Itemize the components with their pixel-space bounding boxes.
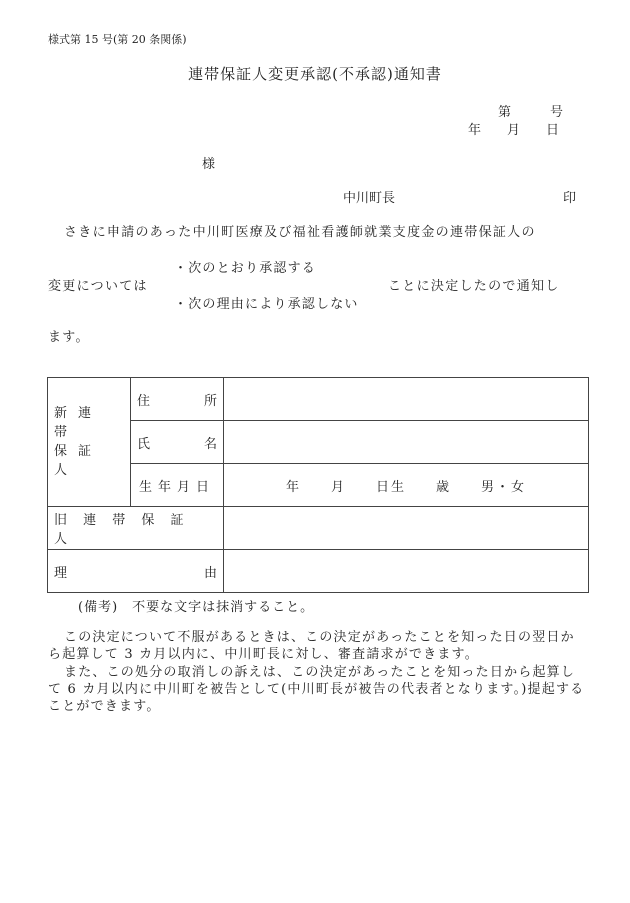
option-approve: ・次のとおり承認する [174,261,317,276]
decision-text: ことに決定したので通知し [388,279,560,294]
table-row-reason [48,550,589,593]
name-field[interactable] [224,421,589,464]
address-field[interactable] [224,378,589,421]
birth-field[interactable] [224,464,589,507]
reason-label [48,550,224,593]
document-date: 年 月 日 [468,123,560,138]
new-guarantor-label-line1: 新連帯 [54,406,103,440]
table-row-old-guarantor [48,507,589,550]
document-title: 連帯保証人変更承認(不承認)通知書 [188,65,442,83]
new-guarantor-label-line2: 保証人 [54,444,103,478]
name-label-char2: 名 [203,436,217,452]
reason-label-char2: 由 [203,565,217,581]
birth-label [131,464,224,507]
lawsuit-paragraph: また、この処分の取消しの訴えは、この決定があったことを知った日から起算して 6 カ月以内に中川町を被告として(中川町長が被告の代表者となります。)提起することができます。 [48,665,585,714]
addressee: 様 [202,157,216,172]
document-number: 第 号 [498,105,564,120]
address-label-char1: 住 [137,393,151,409]
change-text: 変更については [48,279,148,294]
form-number: 様式第 15 号(第 20 条関係) [48,33,187,46]
name-label-char1: 氏 [137,436,151,452]
appeal-paragraph: この決定について不服があるときは、この決定があったことを知った日の翌日から起算して 3 カ月以内に、中川町長に対し、審査請求ができます。 [48,630,575,662]
old-guarantor-label-text: 旧 連 帯 保 証 人 [54,513,190,547]
old-guarantor-label [48,507,224,550]
issuer: 中川町長 [343,191,396,206]
old-guarantor-field[interactable] [224,507,589,550]
body-paragraph: さきに申請のあった中川町医療及び福祉看護師就業支度金の連帯保証人の [64,225,536,240]
address-label-char2: 所 [203,393,217,409]
body-ending: ます。 [48,330,90,345]
table-row-address [48,378,589,421]
reason-field[interactable] [224,550,589,593]
birth-value-text: 年 月 日生 歳 男・女 [285,479,526,495]
guarantor-table [47,377,589,593]
new-guarantor-label [48,378,131,507]
option-reject: ・次の理由により承認しない [174,297,359,312]
remarks-note: (備考) 不要な文字は抹消すること。 [78,600,315,615]
birth-label-text: 生年月日 [138,479,215,495]
address-label [131,378,224,421]
name-label [131,421,224,464]
reason-label-char1: 理 [54,565,68,581]
seal-mark: 印 [563,191,577,206]
